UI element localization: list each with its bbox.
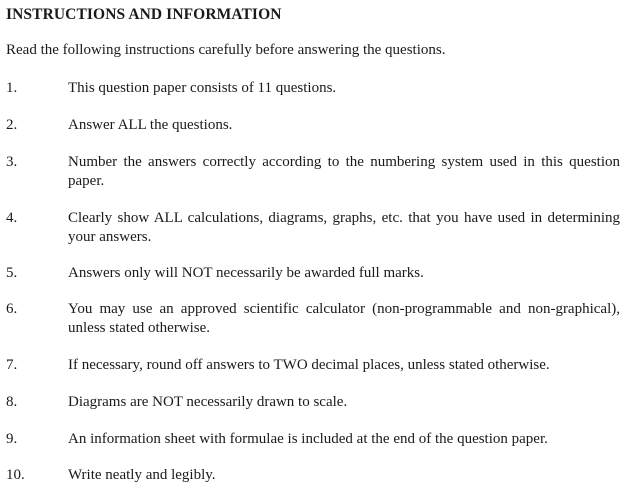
- instruction-text: Clearly show ALL calculations, diagrams, graphs, etc. that you have used in determining your answers.: [68, 210, 620, 245]
- instruction-text: Diagrams are NOT necessarily drawn to scale.: [68, 394, 348, 410]
- intro-text: Read the following instructions carefully before answering the questions.: [6, 42, 446, 58]
- instruction-text: An information sheet with formulae is included at the end of the question paper.: [68, 431, 548, 447]
- instruction-text: You may use an approved scientific calculator (non-programmable and non-graphical), unless stated otherwise.: [68, 301, 620, 336]
- instruction-number: 10.: [6, 467, 25, 483]
- instruction-text: Answer ALL the questions.: [68, 117, 233, 133]
- instruction-number: 3.: [6, 154, 18, 170]
- instruction-text: Number the answers correctly according to the numbering system used in this question paper.: [68, 154, 620, 189]
- instruction-number: 2.: [6, 117, 18, 133]
- instruction-number: 6.: [6, 301, 18, 317]
- instruction-number: 5.: [6, 265, 18, 281]
- instruction-number: 7.: [6, 357, 18, 373]
- page-heading: INSTRUCTIONS AND INFORMATION: [6, 6, 282, 23]
- instruction-number: 4.: [6, 210, 18, 226]
- instruction-number: 9.: [6, 431, 18, 447]
- instruction-number: 8.: [6, 394, 18, 410]
- instruction-text: If necessary, round off answers to TWO decimal places, unless stated otherwise.: [68, 357, 550, 373]
- instruction-text: This question paper consists of 11 questions.: [68, 80, 337, 96]
- instruction-text: Answers only will NOT necessarily be awarded full marks.: [68, 265, 424, 281]
- instruction-text: Write neatly and legibly.: [68, 467, 216, 483]
- instruction-number: 1.: [6, 80, 18, 96]
